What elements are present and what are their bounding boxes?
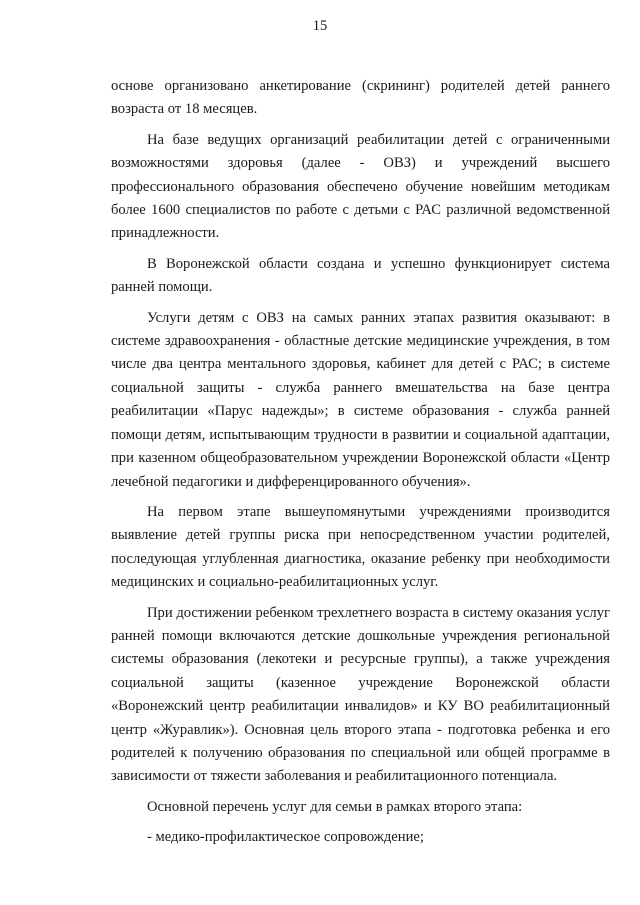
paragraph: Услуги детям с ОВЗ на самых ранних этапах развития оказывают: в системе здравоохранения - областные детские медицинские учреждения, в том числе два центра ментального здоровья, кабинет для детей с РАС; в системе социальной защиты - служба раннего вмешательства на базе центра реабилитации «Парус надежды»; в системе образования - служба ранней помощи детям, испытывающим трудности в развитии и социальной адаптации, при казенном общеобразовательном учреждении Воронежской области «Центр лечебной педагогики и дифференцированного обучения».	[111, 309, 610, 490]
paragraph: На первом этапе вышеупомянутыми учреждениями производится выявление детей группы риска при непосредственном участии родителей, последующая углубленная диагностика, оказание ребенку при необходимости медицинских и социально-реабилитационных услуг.	[111, 503, 610, 591]
paragraph: При достижении ребенком трехлетнего возраста в систему оказания услуг ранней помощи включаются детские дошкольные учреждения региональной системы образования (лекотеки и ресурсные группы), а также учреждения социальной защиты (казенное учреждение Воронежской области «Воронежский центр реабилитации инвалидов» и КУ ВО реабилитационный центр «Журавлик»). Основная цель второго этапа - подготовка ребенка и его родителей к получению образования по специальной или общей программе в зависимости от тяжести заболевания и реабилитационного потенциала.	[111, 604, 610, 785]
list-item: - медико-профилактическое сопровождение;	[147, 829, 424, 846]
paragraph: основе организовано анкетирование (скрининг) родителей детей раннего возраста от 18 месяцев.	[111, 78, 610, 118]
paragraph: В Воронежской области создана и успешно функционирует система ранней помощи.	[111, 255, 610, 296]
paragraph: На базе ведущих организаций реабилитации детей с ограниченными возможностями здоровья (далее - ОВЗ) и учреждений высшего профессионального образования обеспечено обучение новейшим методикам более 1600 специалистов по работе с детьми с РАС различной ведомственной принадлежности.	[111, 131, 610, 242]
document-body	[111, 75, 610, 857]
paragraph: Основной перечень услуг для семьи в рамках второго этапа:	[147, 798, 523, 815]
page-number: 15	[312, 18, 328, 34]
